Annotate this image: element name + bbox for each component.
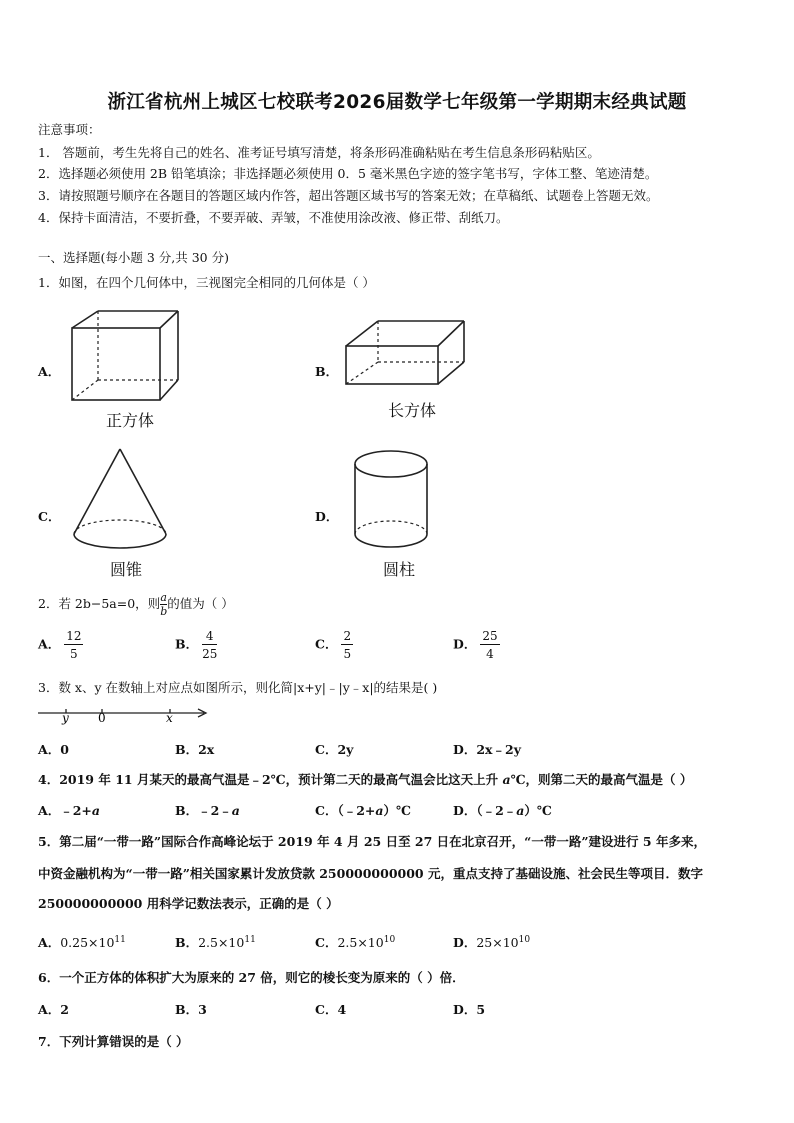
axis-label-x: x [166,711,173,725]
q2-option-b-fraction [202,630,217,660]
option-text: 2 [60,1002,69,1017]
option-letter: D． [453,1002,477,1017]
question-5-line: 250000000000 用科学记数法表示，正确的是（ ） [38,896,339,911]
option-text: 3 [198,1002,207,1017]
option-pre: ﹣2+ [60,803,92,818]
page-title: 浙江省杭州上城区七校联考2026届数学七年级第一学期期末经典试题 [107,92,687,113]
option-var: a [231,803,240,818]
question-7-stem: 7．下列计算错误的是（ ） [38,1034,189,1049]
q4-stem-pre: 4．2019 年 11 月某天的最高气温是﹣2℃，预计第二天的最高气温会比这天上升 [38,772,503,787]
option-base: 25×10 [476,935,519,950]
frac-den: 25 [202,647,218,661]
frac-den: 5 [343,647,352,661]
option-base: 0.25×10 [60,935,115,950]
q4-option-a [38,801,100,819]
q2-option-a-fraction [64,630,83,660]
option-exp: 11 [114,934,126,945]
option-letter: A． [38,742,61,757]
cuboid-figure [340,318,470,388]
q1-option-a-letter: A． [38,364,61,379]
q2-stem-frac-num: a [160,591,167,604]
option-letter: D． [453,742,477,757]
q3-option-a [38,740,69,758]
cube-figure [66,308,184,403]
frac-num: 4 [202,630,217,645]
option-letter: B． [175,742,199,757]
option-exp: 10 [518,934,531,945]
q1-caption-cuboid: 长方体 [388,401,437,420]
q2-option-letter: C． [315,636,338,652]
option-base: 2.5×10 [198,935,245,950]
axis-label-zero: 0 [98,711,106,725]
option-pre: （﹣2+ [337,803,376,818]
frac-den: 4 [486,647,494,661]
q2-stem-pre: 2．若 2b−5a=0，则 [38,596,161,611]
option-letter: D． [453,803,477,818]
q3-option-b [175,740,214,758]
cylinder-figure [350,448,432,556]
option-letter: B． [175,803,199,818]
option-exp: 10 [383,934,396,945]
q1-option-b-letter: B． [315,364,339,379]
number-line [36,703,212,727]
option-base: 2.5×10 [337,935,384,950]
frac-num: 2 [343,629,352,643]
frac-num: 25 [482,629,498,643]
option-post: ）℃ [524,803,552,818]
option-letter: C． [315,742,338,757]
q2-option-a [38,630,83,660]
q6-option-a [38,1000,69,1018]
option-letter: B． [175,1002,199,1017]
option-pre: （﹣2﹣ [476,803,517,818]
q5-option-b [175,933,256,951]
question-5-line: 5．第二届“一带一路”国际合作高峰论坛于 2019 年 4 月 25 日至 27 日在北京召开，“一带一路”建设进行 5 年多来， [38,834,706,849]
option-letter: C． [315,1002,338,1017]
q5-option-d [453,933,530,951]
q4-option-d [453,801,552,819]
notice-item: 1． 答题前，考生先将自己的姓名、准考证号填写清楚，将条形码准确粘贴在考生信息条形码粘贴区。 [38,145,600,160]
question-2-stem [38,592,234,617]
section-heading: 一、选择题(每小题 3 分,共 30 分) [38,250,229,265]
q3-option-d [453,740,521,758]
q3-option-c [315,740,353,758]
option-text: 4 [337,1002,347,1017]
q4-option-b [175,801,240,819]
question-4-stem [38,770,692,788]
question-3-stem: 3．数 x、y 在数轴上对应点如图所示，则化简|x+y|﹣|y﹣x|的结果是( ) [38,680,438,695]
axis-label-y: y [62,711,69,725]
q4-stem-post: ℃，则第二天的最高气温是（ ） [510,772,693,787]
q6-option-c [315,1000,346,1018]
q2-option-d-fraction [480,630,499,660]
option-var: a [516,803,525,818]
option-var: a [375,803,384,818]
option-letter: A． [38,803,61,818]
notice-item: 4．保持卡面清洁，不要折叠，不要弄破、弄皱，不准使用涂改液、修正带、刮纸刀。 [38,210,509,225]
q4-option-c [315,801,411,819]
option-letter: A． [38,1002,61,1017]
option-text: 2x [198,742,215,757]
q6-option-d [453,1000,485,1018]
q2-option-c-fraction [341,630,353,660]
option-text: 5 [476,1002,486,1017]
q2-option-letter: D． [453,636,477,652]
q5-option-c [315,933,395,951]
q1-caption-cube: 正方体 [106,411,155,430]
option-var: a [91,803,100,818]
q2-option-c [315,630,353,660]
q4-stem-var: a [502,772,511,787]
question-6-stem: 6．一个正方体的体积扩大为原来的 27 倍，则它的棱长变为原来的（ ）倍． [38,970,465,985]
frac-den: 5 [70,647,78,661]
q6-option-b [175,1000,207,1018]
q2-option-letter: A． [38,636,61,652]
q2-stem-post: 的值为（ ） [167,596,234,611]
option-letter: C． [315,803,338,818]
option-text: 2y [337,742,354,757]
option-letter: D． [453,935,477,950]
option-pre: ﹣2﹣ [198,803,232,818]
cone-figure [70,446,170,554]
q5-option-a [38,933,126,951]
option-exp: 11 [244,934,256,945]
notice-item: 2．选择题必须使用 2B 铅笔填涂；非选择题必须使用 0．5 毫米黑色字迹的签字笔书写，字体工整、笔迹清楚。 [38,166,658,181]
q1-option-d-letter: D． [315,509,339,524]
q1-option-c-letter: C． [38,509,61,524]
question-5-line: 中资金融机构为“一带一路”相关国家累计发放贷款 250000000000 元，重点支持了基础设施、社会民生等项目．数字 [38,866,703,881]
option-post: ）℃ [383,803,411,818]
option-letter: A． [38,935,61,950]
option-letter: C． [315,935,338,950]
q1-caption-cone: 圆锥 [110,560,143,579]
option-text: 0 [60,742,69,757]
q1-caption-cylinder: 圆柱 [383,560,416,579]
option-letter: B． [175,935,199,950]
q2-stem-frac-den: b [160,605,168,618]
q2-option-letter: B． [175,636,199,652]
q2-option-b [175,630,217,660]
frac-num: 12 [66,629,82,643]
question-1-stem: 1．如图，在四个几何体中，三视图完全相同的几何体是（ ） [38,275,375,290]
notice-item: 3．请按照题号顺序在各题目的答题区域内作答，超出答题区域书写的答案无效；在草稿纸、试题卷上答题无效。 [38,188,659,203]
notice-heading: 注意事项： [38,122,101,137]
q2-option-d [453,630,500,660]
option-text: 2x﹣2y [476,742,521,757]
